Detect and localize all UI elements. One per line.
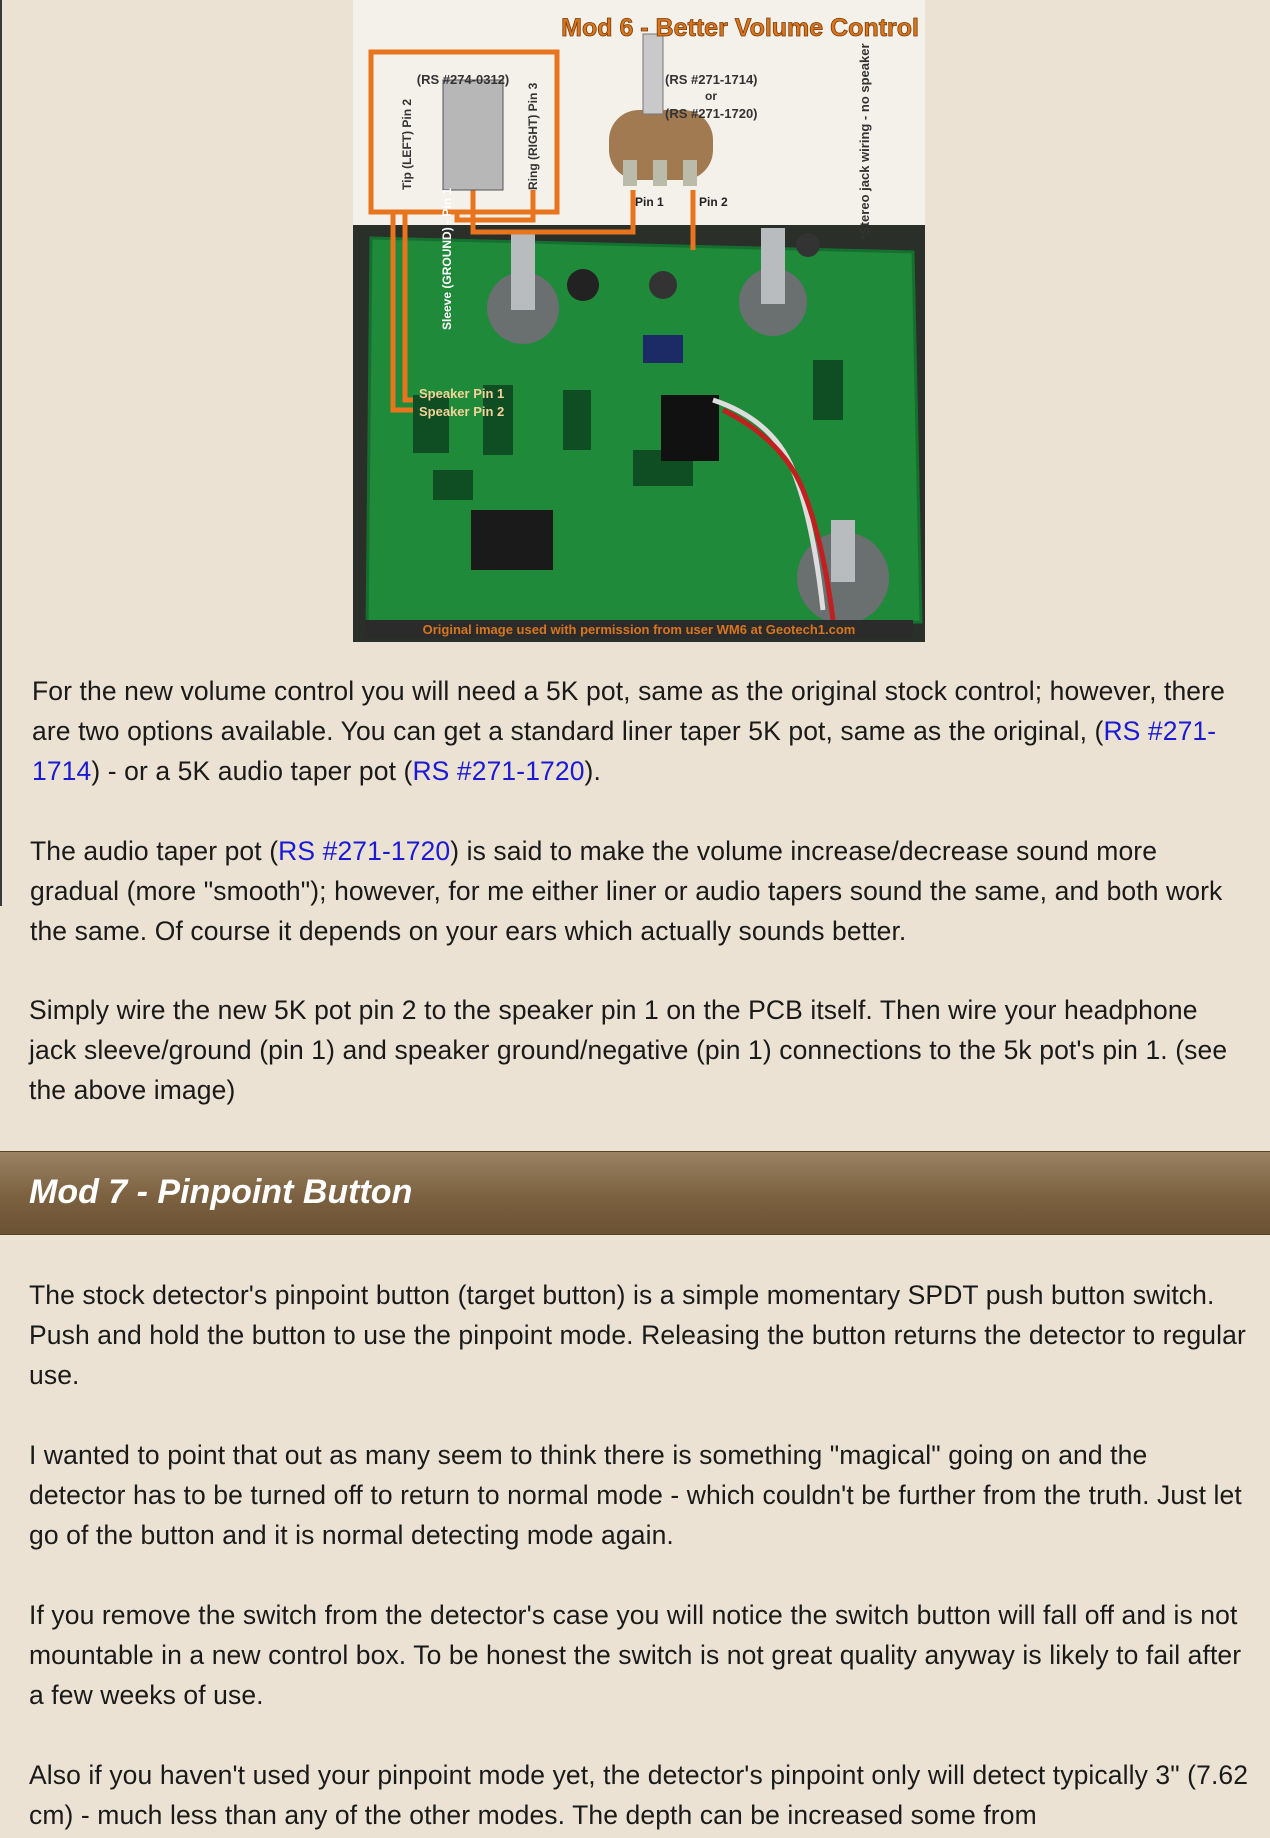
wiring-diagram-svg [353,0,925,642]
paragraph-remove-switch: If you remove the switch from the detector's case you will notice the switch button will fall off and is not mountable in a new control box. To be honest the switch is not great quality anyway is likely to fail after a few weeks of use. [29,1600,1242,1710]
link-rs-271-1720[interactable]: RS #271-1720 [412,756,585,786]
section-header-mod7 [0,1151,1270,1235]
paragraph-text: ) is said to make the volume increase/decrease sound more gradual (more "smooth"); however, for me either liner or audio tapers sound the same, and both work the same. Of course it depends on your ears which actually sounds better. [30,836,1223,946]
paragraph-text: The audio taper pot ( [30,836,279,866]
pot-pin2-label: Pin 2 [699,195,728,209]
image-credit: Original image used with permission from user WM6 at Geotech1.com [422,622,856,637]
pot-part-label-a: (RS #271-1714) [665,72,758,87]
sleeve-label: Sleeve (GROUND) - Pin 1 [440,187,454,330]
figure-title: Mod 6 - Better Volume Control [561,14,919,42]
speaker-pin1-label: Speaker Pin 1 [419,386,505,401]
paragraph-text: ) - or a 5K audio taper pot ( [91,756,413,786]
section-title: Mod 7 - Pinpoint Button [29,1173,413,1211]
page-left-border [0,0,2,906]
pot-part-label-b: (RS #271-1720) [665,106,758,121]
paragraph-audio-taper [30,831,1252,951]
tip-label: Tip (LEFT) Pin 2 [400,98,414,190]
paragraph-new-volume-control [32,671,1250,791]
pot-pin1-label: Pin 1 [635,195,664,209]
paragraph-text: ). [584,756,601,786]
pot-part-or-label: or [705,89,717,103]
paragraph-text: For the new volume control you will need a 5K pot, same as the original stock control; however, there are two options available. You can get a standard liner taper 5K pot, same as the original, ( [32,676,1225,746]
link-rs-271-1720-2[interactable]: RS #271-1720 [278,836,451,866]
stereo-jack-label: *Stereo jack wiring - no speaker [857,43,872,240]
ring-label: Ring (RIGHT) Pin 3 [526,82,540,190]
jack-part-label: (RS #274-0312) [416,72,510,87]
paragraph-pinpoint-depth: Also if you haven't used your pinpoint mode yet, the detector's pinpoint only will detect typically 3" (7.62 cm) - much less than any of the other modes. The depth can be increased some from [29,1760,1249,1830]
mod6-wiring-image [353,0,925,642]
paragraph-pinpoint-button: The stock detector's pinpoint button (target button) is a simple momentary SPDT push button switch. Push and hold the button to use the pinpoint mode. Releasing the button returns the detector to regular use. [29,1280,1246,1390]
paragraph-magical: I wanted to point that out as many seem to think there is something "magical" going on and the detector has to be turned off to return to normal mode - which couldn't be further from the truth. Just let go of the button and it is normal detecting mode again. [29,1440,1242,1550]
paragraph-wiring-instructions: Simply wire the new 5K pot pin 2 to the speaker pin 1 on the PCB itself. Then wire your headphone jack sleeve/ground (pin 1) and speaker ground/negative (pin 1) connections to the 5k pot's pin 1. (see the above image) [29,995,1228,1105]
link-rs-271-1714[interactable]: RS #271-1714 [32,716,1217,786]
speaker-pin2-label: Speaker Pin 2 [419,404,505,419]
